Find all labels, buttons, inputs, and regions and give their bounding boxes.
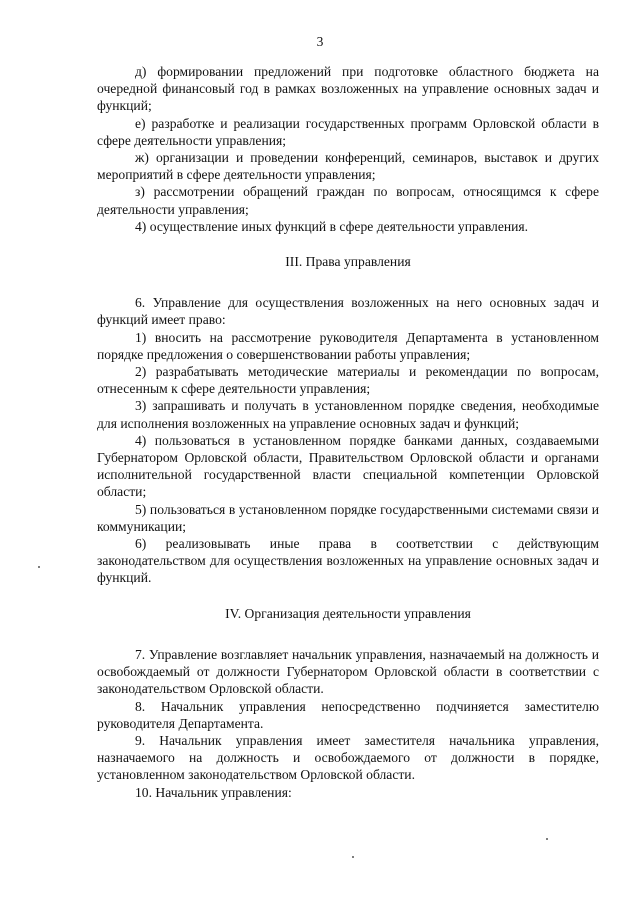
paragraph-4: 4) осуществление иных функций в сфере деятельности управления. bbox=[135, 218, 529, 234]
right-5: 5) пользоваться в установленном порядке государственными системами связи и коммуникации; bbox=[97, 501, 599, 534]
paragraph-10: 10. Начальник управления: bbox=[135, 784, 292, 800]
scan-speck bbox=[38, 566, 40, 568]
page-number: 3 bbox=[316, 34, 324, 49]
right-4: 4) пользоваться в установленном порядке банками данных, создаваемыми Губернатором Орловской области, Правительством Орловской области и органами исполнительной государственной власти специальной компетенции Орловской области; bbox=[97, 432, 599, 500]
scan-speck bbox=[352, 856, 354, 858]
paragraph-z: з) рассмотрении обращений граждан по вопросам, относящимся к сфере деятельности управления; bbox=[97, 184, 599, 217]
document-body bbox=[97, 63, 599, 801]
paragraph-8: 8. Начальник управления непосредственно подчиняется заместителю руководителя Департамента. bbox=[97, 698, 599, 731]
paragraph-e: е) разработке и реализации государственных программ Орловской области в сфере деятельности управления; bbox=[97, 115, 599, 148]
paragraph-7: 7. Управление возглавляет начальник управления, назначаемый на должность и освобождаемый от должности Губернатором Орловской области в соответствии с законодательством Орловской области. bbox=[97, 646, 599, 697]
section-3-heading: III. Права управления bbox=[285, 254, 411, 270]
right-6: 6) реализовывать иные права в соответствии с действующим законодательством для осуществления возложенных на управление основных задач и функций. bbox=[97, 536, 599, 586]
paragraph-d: д) формировании предложений при подготовке областного бюджета на очередной финансовый год в рамках возложенных на управление основных задач и функций; bbox=[97, 64, 599, 114]
paragraph-6: 6. Управление для осуществления возложенных на него основных задач и функций имеет право: bbox=[97, 295, 599, 328]
scan-speck bbox=[546, 838, 548, 840]
right-1: 1) вносить на рассмотрение руководителя Департамента в установленном порядке предложения о совершенствовании работы управления; bbox=[97, 329, 599, 362]
right-3: 3) запрашивать и получать в установленном порядке сведения, необходимые для исполнения возложенных на управление основных задач и функций; bbox=[97, 398, 599, 431]
paragraph-9: 9. Начальник управления имеет заместителя начальника управления, назначаемого на должность и освобождаемого от должности в порядке, установленном законодательством Орловской области. bbox=[97, 732, 599, 783]
section-4-heading: IV. Организация деятельности управления bbox=[225, 605, 471, 621]
paragraph-zh: ж) организации и проведении конференций, семинаров, выставок и других мероприятий в сфере деятельности управления; bbox=[97, 150, 599, 183]
right-2: 2) разрабатывать методические материалы и рекомендации по вопросам, отнесенным к сфере деятельности управления; bbox=[97, 364, 599, 397]
